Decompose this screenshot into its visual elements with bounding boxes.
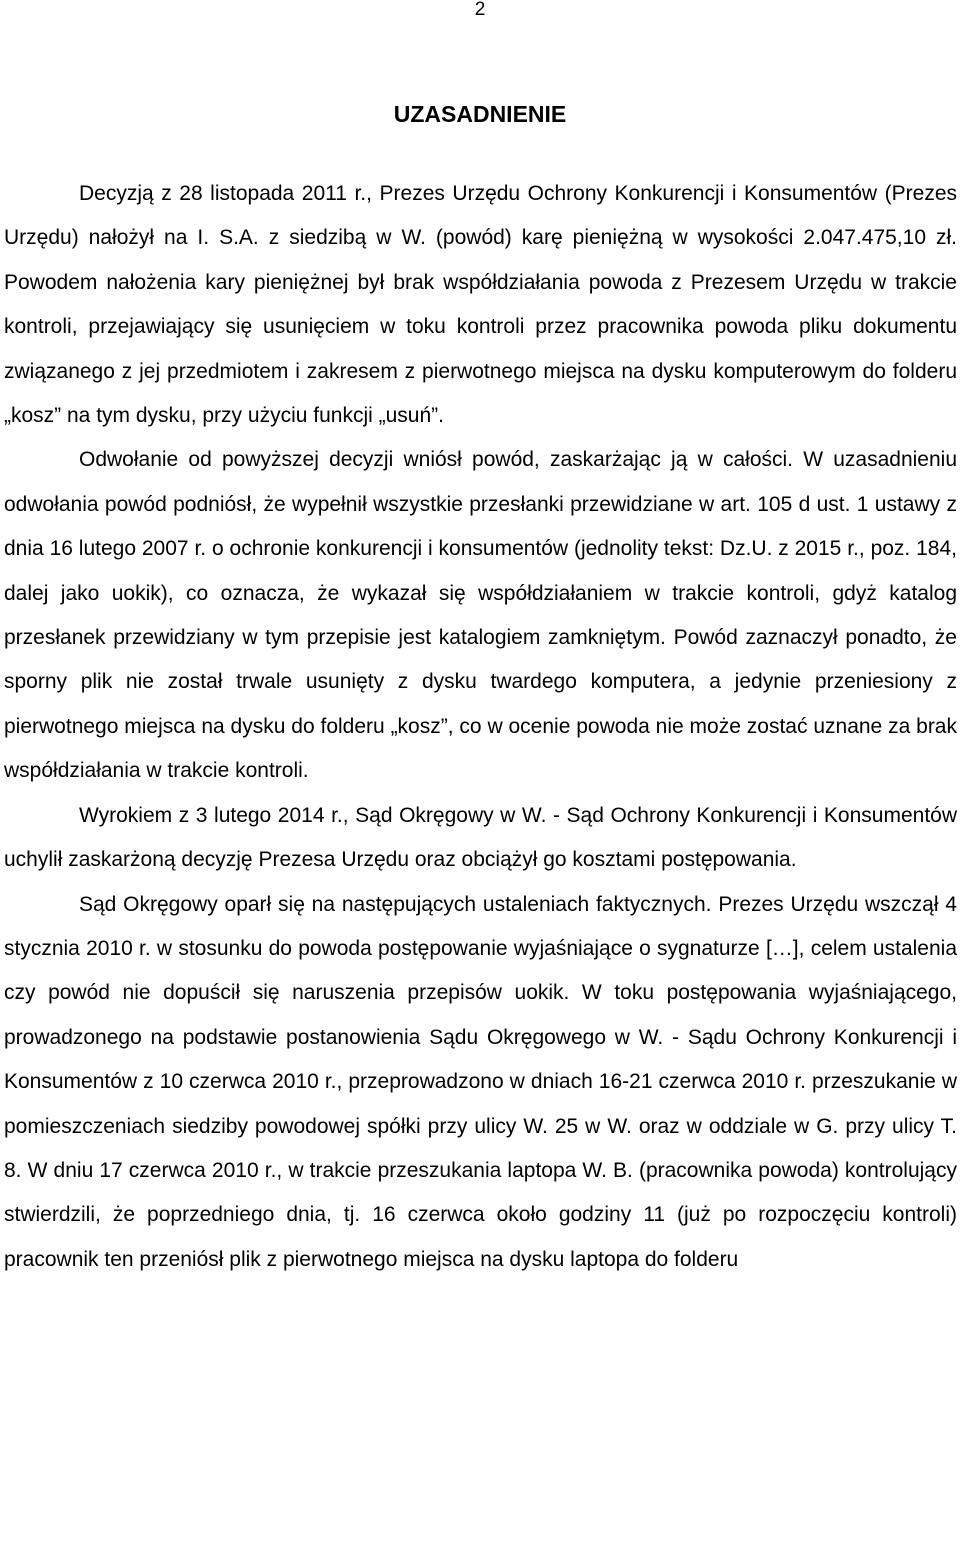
page-number: 2	[474, 0, 486, 20]
paragraph-judgment: Wyrokiem z 3 lutego 2014 r., Sąd Okręgowy w W. - Sąd Ochrony Konkurencji i Konsumentów uchylił zaskarżoną decyzję Prezesa Urzędu oraz obciążył go kosztami postępowania.	[4, 803, 957, 872]
paragraph-appeal: Odwołanie od powyższej decyzji wniósł powód, zaskarżając ją w całości. W uzasadnieniu odwołania powód podniósł, że wypełnił wszystkie przesłanki przewidziane w art. 105 d ust. 1 ustawy z dnia 16 lutego 2007 r. o ochronie konkurencji i konsumentów (jednolity tekst: Dz.U. z 2015 r., poz. 184, dalej jako uokik), co oznacza, że wykazał się współdziałaniem w trakcie kontroli, gdyż katalog przesłanek przewidziany w tym przepisie jest katalogiem zamkniętym. Powód zaznaczył ponadto, że sporny plik nie został trwale usunięty z dysku twardego komputera, a jedynie przeniesiony z pierwotnego miejsca na dysku do folderu „kosz”, co w ocenie powoda nie może zostać uznane za brak współdziałania w trakcie kontroli.	[4, 448, 957, 783]
paragraph-decision: Decyzją z 28 listopada 2011 r., Prezes Urzędu Ochrony Konkurencji i Konsumentów (Prezes Urzędu) nałożył na I. S.A. z siedzibą w W. (powód) karę pieniężną w wysokości 2.047.475,10 zł. Powodem nałożenia kary pieniężnej był brak współdziałania powoda z Prezesem Urzędu w trakcie kontroli, przejawiający się usunięciem w toku kontroli przez pracownika powoda pliku dokumentu związanego z jej przedmiotem i zakresem z pierwotnego miejsca na dysku komputerowym do folderu „kosz” na tym dysku, przy użyciu funkcji „usuń”.	[4, 182, 957, 428]
paragraph-findings: Sąd Okręgowy oparł się na następujących ustaleniach faktycznych. Prezes Urzędu wszczął 4 stycznia 2010 r. w stosunku do powoda postępowanie wyjaśniające o sygnaturze […], celem ustalenia czy powód nie dopuścił się naruszenia przepisów uokik. W toku postępowania wyjaśniającego, prowadzonego na podstawie postanowienia Sądu Okręgowego w W. - Sądu Ochrony Konkurencji i Konsumentów z 10 czerwca 2010 r., przeprowadzono w dniach 16-21 czerwca 2010 r. przeszukanie w pomieszczeniach siedziby powodowej spółki przy ulicy W. 25 w W. oraz w oddziale w G. przy ulicy T. 8. W dniu 17 czerwca 2010 r., w trakcie przeszukania laptopa W. B. (pracownika powoda) kontrolujący stwierdzili, że poprzedniego dnia, tj. 16 czerwca około godziny 11 (już po rozpoczęciu kontroli) pracownik ten przeniósł plik z pierwotnego miejsca na dysku laptopa do folderu	[4, 892, 957, 1271]
document-heading: UZASADNIENIE	[393, 101, 567, 127]
document-body	[4, 172, 957, 1282]
